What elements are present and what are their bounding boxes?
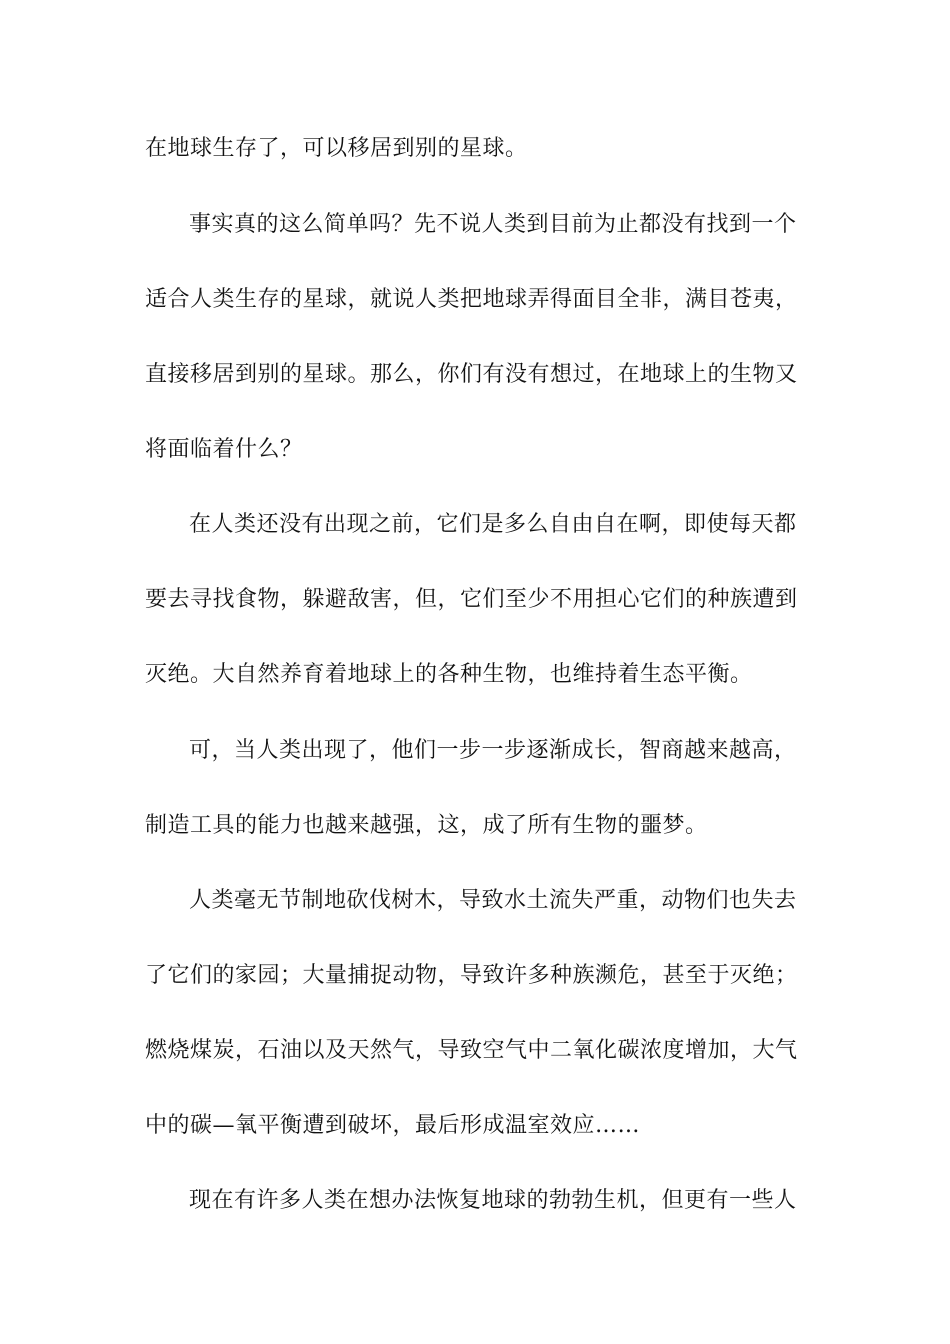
text-line-2: 事实真的这么简单吗？先不说人类到目前为止都没有找到一个: [189, 212, 797, 237]
text-line-4: 直接移居到别的星球。那么，你们有没有想过，在地球上的生物又: [145, 362, 798, 387]
text-line-7: 要去寻找食物，躲避敌害，但，它们至少不用担心它们的种族遭到: [145, 587, 798, 612]
text-line-6: 在人类还没有出现之前，它们是多么自由自在啊，即使每天都: [189, 512, 797, 537]
text-line-3: 适合人类生存的星球，就说人类把地球弄得面目全非，满目苍夷，: [145, 287, 798, 312]
text-line-11: 人类毫无节制地砍伐树木，导致水土流失严重，动物们也失去: [189, 888, 797, 913]
text-line-9: 可，当人类出现了，他们一步一步逐渐成长，智商越来越高，: [189, 738, 797, 763]
text-line-10: 制造工具的能力也越来越强，这，成了所有生物的噩梦。: [145, 813, 708, 838]
text-line-12: 了它们的家园；大量捕捉动物，导致许多种族濒危，甚至于灭绝；: [145, 963, 798, 988]
text-line-1: 在地球生存了，可以移居到别的星球。: [145, 136, 528, 161]
text-line-5: 将面临着什么？: [145, 437, 303, 462]
text-line-15: 现在有许多人类在想办法恢复地球的勃勃生机，但更有一些人: [189, 1188, 797, 1213]
text-line-13: 燃烧煤炭，石油以及天然气，导致空气中二氧化碳浓度增加，大气: [145, 1038, 798, 1063]
text-line-14: 中的碳—氧平衡遭到破坏，最后形成温室效应……: [145, 1113, 641, 1138]
text-line-8: 灭绝。大自然养育着地球上的各种生物，也维持着生态平衡。: [145, 662, 753, 687]
